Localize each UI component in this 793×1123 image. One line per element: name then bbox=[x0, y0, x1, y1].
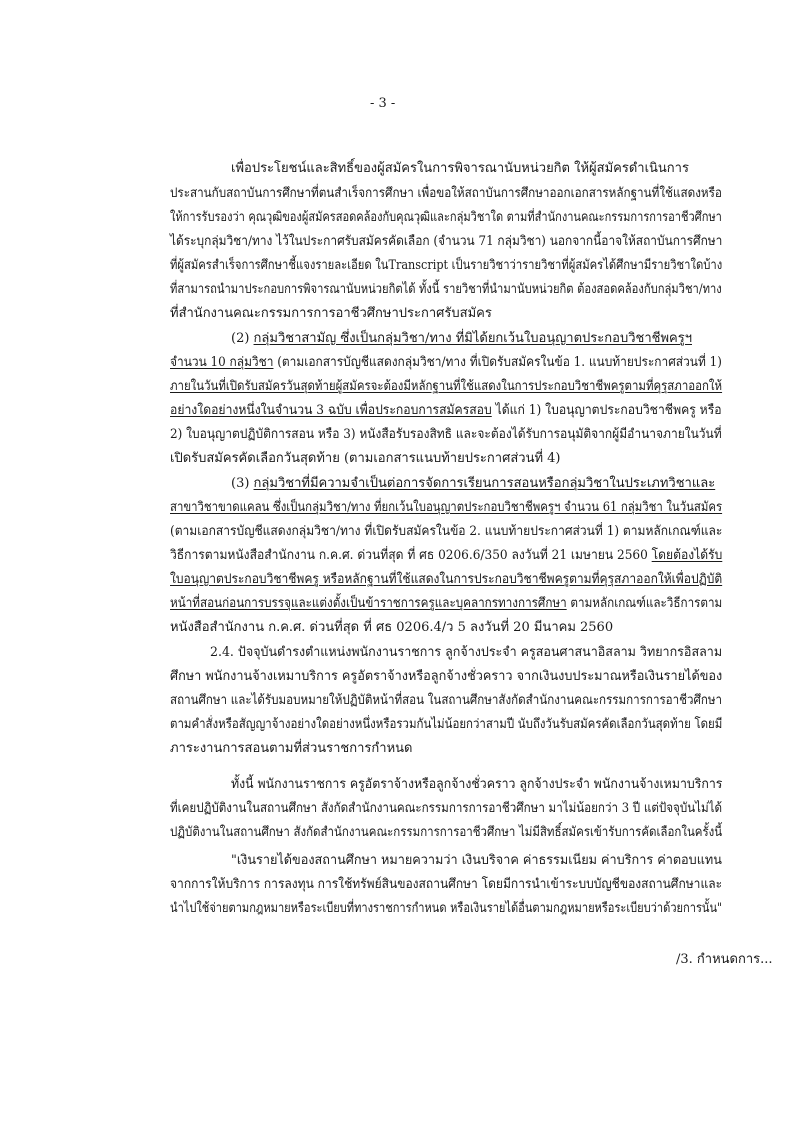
text-span: ได้แก่ 1) ใบอนุญาตประกอบวิชาชีพครู หรือ bbox=[491, 403, 722, 418]
page-number: - 3 - bbox=[370, 96, 396, 111]
note-line: ทั้งนี้ พนักงานราชการ ครูอัตราจ้างหรือลูกจ้างชั่วคราว ลูกจ้างประจำ พนักงานจ้างเหมาบริการ bbox=[231, 777, 723, 792]
underlined-text: หน้าที่สอนก่อนการบรรจุและแต่งตั้งเป็นข้าราชการครูและบุคลากรทางการศึกษา bbox=[170, 596, 567, 611]
underlined-text: กลุ่มวิชาที่มีความจำเป็นต่อการจัดการเรียนการสอนหรือกลุ่มวิชาในประเภทวิชาและ bbox=[253, 476, 716, 491]
item-3-line bbox=[170, 499, 722, 517]
item-3-line: (ตามเอกสารบัญชีแสดงกลุ่มวิชา/ทาง ที่เปิดรับสมัครในข้อ 2. แนบท้ายประกาศส่วนที่ 1) ตามหลักเกณฑ์และ bbox=[170, 524, 723, 539]
paragraph-line: ได้ระบุกลุ่มวิชา/ทาง ไว้ในประกาศรับสมัครคัดเลือก (จำนวน 71 กลุ่มวิชา) นอกจากนี้อาจให้สถาบันการศึกษา bbox=[170, 234, 723, 249]
text-span: วิธีการตามหนังสือสำนักงาน ก.ค.ศ. ด่วนที่สุด ที่ ศธ 0206.6/350 ลงวันที่ 21 เมษายน 2560 bbox=[170, 548, 652, 563]
item-2-line bbox=[170, 402, 722, 420]
underlined-text: โดยต้องได้รับ bbox=[651, 548, 723, 563]
item-number: (2) bbox=[231, 331, 254, 346]
text-span: (ตามเอกสารบัญชีแสดงกลุ่มวิชา/ทาง ที่เปิดรับสมัครในข้อ 1. แนบท้ายประกาศส่วนที่ 1) bbox=[273, 355, 722, 370]
item-3-line bbox=[231, 475, 715, 493]
underlined-text: จำนวน 10 กลุ่มวิชา bbox=[170, 355, 274, 370]
item-3-line bbox=[170, 595, 722, 613]
paragraph-line: ที่สำนักงานคณะกรรมการการอาชีวศึกษาประกาศรับสมัคร bbox=[170, 306, 492, 321]
item-2-4-line: 2.4. ปัจจุบันดำรงตำแหน่งพนักงานราชการ ลูกจ้างประจำ ครูสอนศาสนาอิสลาม วิทยากรอิสลาม bbox=[210, 645, 723, 660]
underlined-text: สาขาวิชาขาดแคลน ซึ่งเป็นกลุ่มวิชา/ทาง ที่ยกเว้นใบอนุญาตประกอบวิชาชีพครูฯ จำนวน 61 กลุ่มวิชา ในวันสมัคร bbox=[170, 500, 723, 515]
item-3-line bbox=[170, 547, 722, 565]
underlined-text: ใบอนุญาตประกอบวิชาชีพครู หรือหลักฐานที่ใช้แสดงในการประกอบวิชาชีพครูตามที่คุรุสภาออกให้เพื่อปฏิบัติ bbox=[170, 572, 723, 587]
item-2-line: 2) ใบอนุญาตปฏิบัติการสอน หรือ 3) หนังสือรับรองสิทธิ และจะต้องได้รับการอนุมัติจากผู้มีอำนาจภายในวันที่ bbox=[170, 427, 722, 442]
definition-line: นำไปใช้จ่ายตามกฎหมายหรือระเบียบที่ทางราชการกำหนด หรือเงินรายได้อื่นตามกฎหมายหรือระเบียบว่าด้วยการนั้น" bbox=[170, 901, 723, 916]
definition-line: จากการให้บริการ การลงทุน การใช้ทรัพย์สินของสถานศึกษา โดยมีการนำเข้าระบบบัญชีของสถานศึกษาและ bbox=[170, 877, 723, 892]
underlined-text: ภายในวันที่เปิดรับสมัครวันสุดท้ายผู้สมัครจะต้องมีหลักฐานที่ใช้แสดงในการประกอบวิชาชีพครูตามที่คุรุสภาออกให้ bbox=[170, 379, 723, 394]
underlined-text: อย่างใดอย่างหนึ่งในจำนวน 3 ฉบับ เพื่อประกอบการสมัครสอบ bbox=[170, 403, 492, 418]
item-3-line bbox=[170, 571, 722, 589]
underlined-text: กลุ่มวิชาสามัญ ซึ่งเป็นกลุ่มวิชา/ทาง ที่มิได้ยกเว้นใบอนุญาตประกอบวิชาชีพครูฯ bbox=[253, 331, 692, 346]
item-2-4-line: ภาระงานการสอนตามที่ส่วนราชการกำหนด bbox=[170, 741, 413, 756]
definition-line: "เงินรายได้ของสถานศึกษา หมายความว่า เงินบริจาค ค่าธรรมเนียม ค่าบริการ ค่าตอบแทน bbox=[231, 853, 722, 868]
item-number: (3) bbox=[231, 476, 254, 491]
item-2-line: เปิดรับสมัครคัดเลือกวันสุดท้าย (ตามเอกสารแนบท้ายประกาศส่วนที่ 4) bbox=[170, 451, 561, 466]
item-2-4-line: สถานศึกษา และได้รับมอบหมายให้ปฏิบัติหน้าที่สอน ในสถานศึกษาสังกัดสำนักงานคณะกรรมการการอาชีวศึกษา bbox=[170, 693, 723, 708]
item-2-line bbox=[170, 354, 722, 372]
paragraph-line: เพื่อประโยชน์และสิทธิ์ของผู้สมัครในการพิจารณานับหน่วยกิต ให้ผู้สมัครดำเนินการ bbox=[231, 161, 689, 176]
item-2-4-line: ตามคำสั่งหรือสัญญาจ้างอย่างใดอย่างหนึ่งหรือรวมกันไม่น้อยกว่าสามปี นับถึงวันรับสมัครคัดเลือกวันสุดท้าย โดยมี bbox=[170, 717, 723, 732]
note-line: ที่เคยปฏิบัติงานในสถานศึกษา สังกัดสำนักงานคณะกรรมการการอาชีวศึกษา มาไม่น้อยกว่า 3 ปี แต่ปัจจุบันไม่ได้ bbox=[170, 801, 723, 816]
item-2-line bbox=[231, 330, 692, 348]
paragraph-line: ให้การรับรองว่า คุณวุฒิของผู้สมัครสอดคล้องกับคุณวุฒิและกลุ่มวิชาใด ตามที่สำนักงานคณะกรรมการการอาชีวศึกษา bbox=[170, 210, 722, 225]
item-2-line bbox=[170, 378, 722, 396]
item-2-4-line: ศึกษา พนักงานจ้างเหมาบริการ ครูอัตราจ้างหรือลูกจ้างชั่วคราว จากเงินงบประมาณหรือเงินรายได้ของ bbox=[170, 669, 723, 684]
paragraph-line: ที่ผู้สมัครสำเร็จการศึกษาชี้แจงรายละเอียด ในTranscript เป็นรายวิชาว่ารายวิชาที่ผู้สมัครได้ศึกษามีรายวิชาใดบ้าง bbox=[170, 258, 723, 273]
paragraph-line: ประสานกับสถาบันการศึกษาที่ตนสำเร็จการศึกษา เพื่อขอให้สถาบันการศึกษาออกเอกสารหลักฐานที่ใช้แสดงหรือ bbox=[170, 186, 722, 201]
paragraph-line: ที่สามารถนำมาประกอบการพิจารณานับหน่วยกิตได้ ทั้งนี้ รายวิชาที่นำมานับหน่วยกิต ต้องสอดคล้องกับกลุ่มวิชา/ทาง bbox=[170, 282, 722, 297]
note-line: ปฏิบัติงานในสถานศึกษา สังกัดสำนักงานคณะกรรมการการอาชีวศึกษา ไม่มีสิทธิ์สมัครเข้ารับการคัดเลือกในครั้งนี้ bbox=[170, 825, 723, 840]
continuation-marker: /3. กำหนดการ... bbox=[676, 952, 773, 967]
item-3-line: หนังสือสำนักงาน ก.ค.ศ. ด่วนที่สุด ที่ ศธ 0206.4/ว 5 ลงวันที่ 20 มีนาคม 2560 bbox=[170, 620, 614, 635]
text-span: ตามหลักเกณฑ์และวิธีการตาม bbox=[566, 596, 723, 611]
